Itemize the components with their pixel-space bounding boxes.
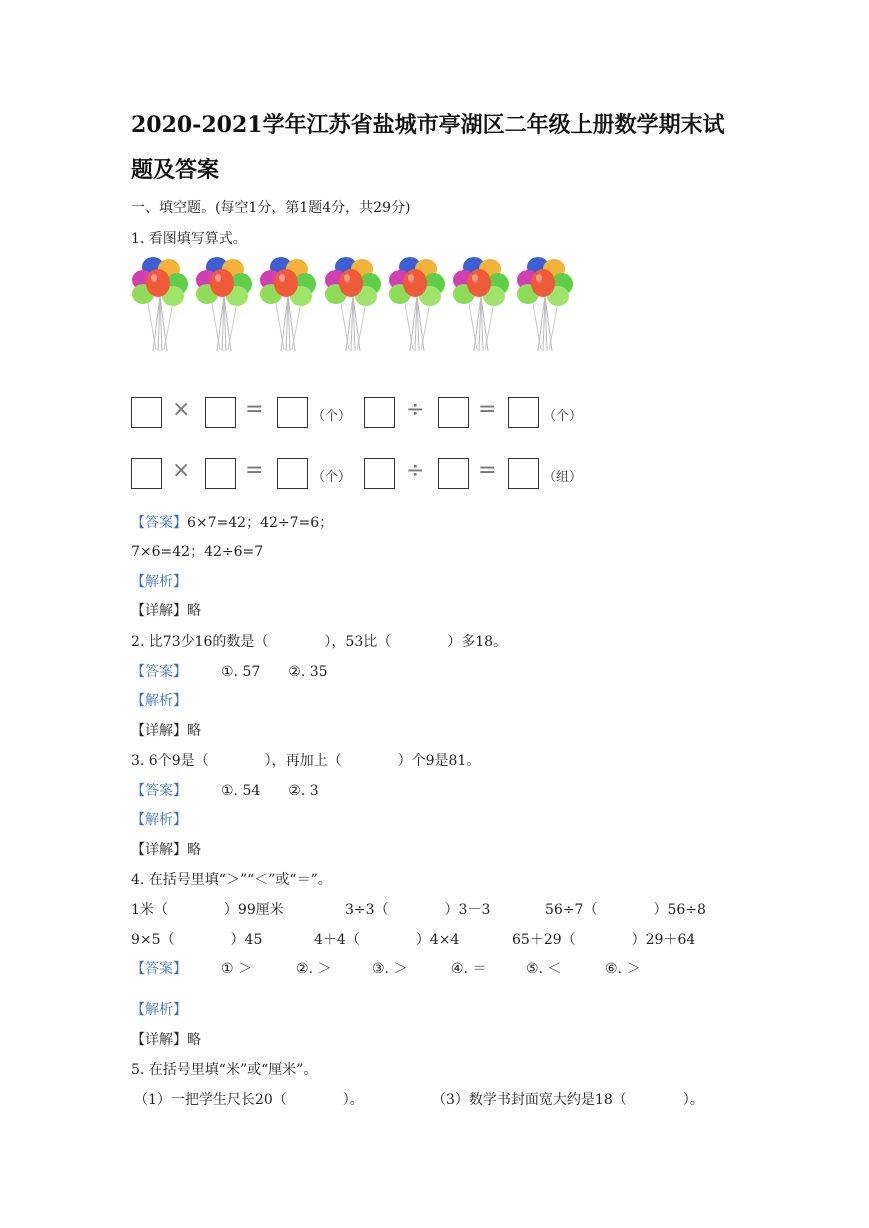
q4-row1-item1: 1米（ ）99厘米 [131, 902, 284, 918]
q4-answer [131, 958, 641, 978]
equals-symbol: = [245, 458, 264, 483]
q4-row1-item2: 3÷3（ ）3－3 [345, 902, 491, 918]
detail-text: 略 [187, 842, 201, 858]
answer-label: 【答案】 [131, 961, 187, 977]
answer-box[interactable] [438, 397, 469, 428]
answer-box[interactable] [438, 458, 469, 489]
balloon-bunch-icon [324, 256, 382, 352]
q3-stem: 3. 6个9是（ ），再加上（ ）个9是81。 [131, 753, 481, 769]
equals-symbol: = [245, 397, 264, 422]
q1-stem: 1. 看图填写算式。 [131, 231, 247, 247]
analysis-label: 【解析】 [131, 812, 187, 828]
balloon-bunch-icon [452, 256, 510, 352]
detail-text: 略 [187, 603, 201, 619]
detail-label: 【详解】 [131, 603, 187, 619]
q1-answer-line2: 7×6=42；42÷6=7 [131, 544, 264, 560]
q2-detail [131, 720, 201, 740]
balloon-bunch-icon [195, 256, 253, 352]
answer-box[interactable] [364, 397, 395, 428]
q1-detail [131, 600, 201, 620]
divide-symbol: ÷ [406, 458, 425, 483]
detail-text: 略 [187, 723, 201, 739]
q5-item-1: （1）一把学生尺长20（ ）。 [134, 1092, 364, 1108]
answer-item: ③. ＞ [372, 961, 408, 977]
answer-text: 6×7=42；42÷7=6； [187, 515, 334, 531]
balloon-bunch-icon [516, 256, 574, 352]
balloon-bunch-icon [388, 256, 446, 352]
q4-row2-item1: 9×5（ ）45 [131, 932, 263, 948]
q5-item-3: （3）数学书封面宽大约是18（ ）。 [432, 1092, 704, 1108]
answer-item: ②. ＞ [296, 961, 332, 977]
balloon-bunch-icon [131, 256, 189, 352]
answer-label: 【答案】 [131, 783, 187, 799]
equals-symbol: = [478, 458, 497, 483]
section-heading: 一、填空题。(每空1分，第1题4分，共29分) [131, 200, 411, 216]
answer-box[interactable] [508, 458, 539, 489]
answer-box[interactable] [508, 397, 539, 428]
q3-answer [131, 780, 319, 800]
answer-box[interactable] [277, 458, 308, 489]
q1-answer [131, 512, 333, 532]
q2-answer [131, 661, 328, 681]
unit-label: （个） [543, 409, 583, 424]
answer-text: ①. 57 ②. 35 [221, 664, 328, 680]
times-symbol: × [172, 397, 191, 422]
answer-box[interactable] [205, 397, 236, 428]
detail-label: 【详解】 [131, 723, 187, 739]
unit-label: （个） [312, 409, 352, 424]
answer-item: ④. ＝ [451, 961, 487, 977]
q4-row2-item3: 65＋29（ ）29＋64 [512, 932, 696, 948]
q4-row2-item2: 4＋4（ ）4×4 [314, 932, 460, 948]
detail-label: 【详解】 [131, 842, 187, 858]
detail-text: 略 [187, 1032, 201, 1048]
answer-item: ① ＞ [221, 961, 253, 977]
answer-item: ⑥. ＞ [605, 961, 641, 977]
answer-box[interactable] [205, 458, 236, 489]
q4-row1-item3: 56÷7（ ）56÷8 [545, 902, 706, 918]
q3-detail [131, 839, 201, 859]
answer-label: 【答案】 [131, 515, 187, 531]
unit-label: （组） [543, 470, 583, 485]
document-title-line1: 2020-2021学年江苏省盐城市亭湖区二年级上册数学期末试 [131, 112, 725, 138]
detail-label: 【详解】 [131, 1032, 187, 1048]
q4-detail [131, 1029, 201, 1049]
answer-box[interactable] [131, 397, 162, 428]
q2-stem: 2. 比73少16的数是（ ），53比（ ）多18。 [131, 634, 508, 650]
equals-symbol: = [478, 397, 497, 422]
answer-box[interactable] [277, 397, 308, 428]
times-symbol: × [172, 458, 191, 483]
balloon-bunch-icon [259, 256, 317, 352]
answer-text: ①. 54 ②. 3 [221, 783, 319, 799]
q4-stem: 4. 在括号里填“＞”“＜”或“＝”。 [131, 872, 332, 888]
analysis-label: 【解析】 [131, 1002, 187, 1018]
analysis-label: 【解析】 [131, 693, 187, 709]
q5-stem: 5. 在括号里填“米”或“厘米”。 [131, 1062, 318, 1078]
divide-symbol: ÷ [406, 397, 425, 422]
unit-label: （个） [312, 470, 352, 485]
document-title-line2: 题及答案 [131, 157, 220, 183]
answer-box[interactable] [131, 458, 162, 489]
answer-label: 【答案】 [131, 664, 187, 680]
answer-item: ⑤. ＜ [526, 961, 562, 977]
answer-box[interactable] [364, 458, 395, 489]
analysis-label: 【解析】 [131, 574, 187, 590]
